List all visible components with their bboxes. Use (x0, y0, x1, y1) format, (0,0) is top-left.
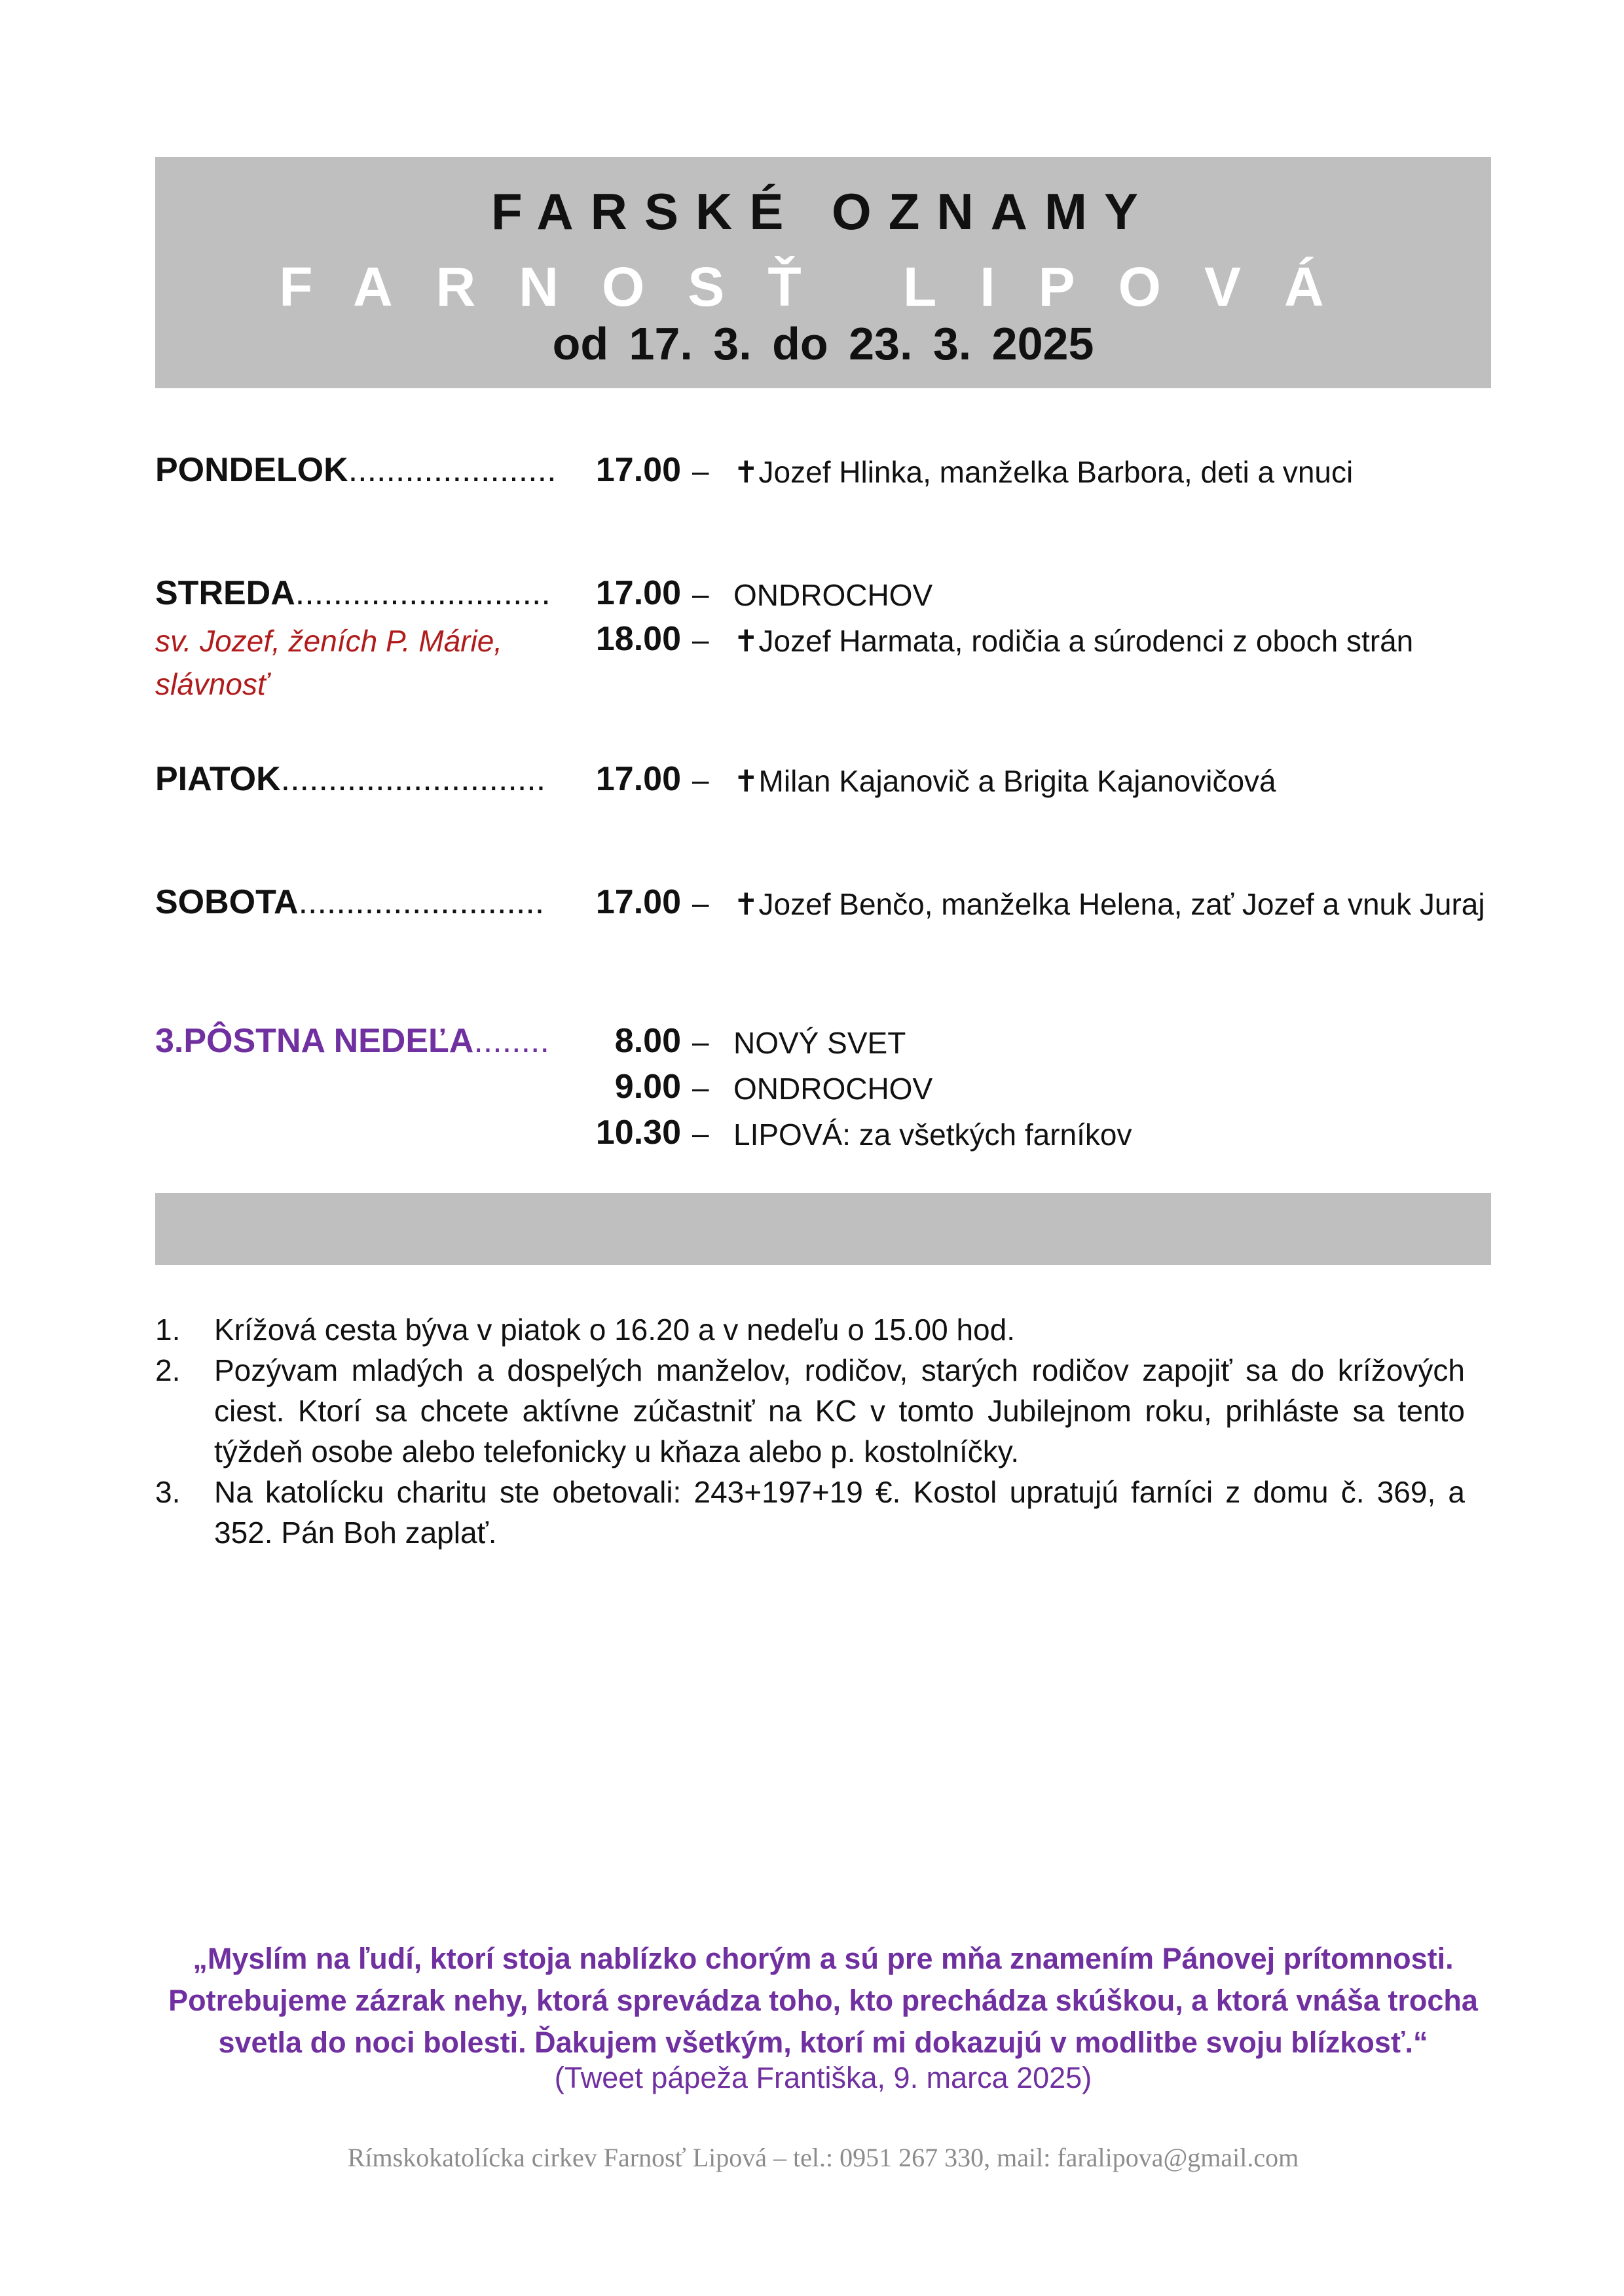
header-band (155, 157, 1491, 388)
feast-label: sv. Jozef, ženích P. Márie, slávnosť (155, 624, 503, 701)
day-friday (155, 759, 545, 799)
day-label: PONDELOK (155, 451, 348, 489)
mass-intention: LIPOVÁ: za všetkých farníkov (733, 1118, 1132, 1152)
mass-time: 10.30 (595, 1114, 681, 1152)
quote-source: (Tweet pápeža Františka, 9. marca 2025) (554, 2061, 1092, 2094)
mass-intention: ✝Milan Kajanovič a Brigita Kajanovičová (733, 764, 1276, 798)
notice-text: Krížová cesta býva v piatok o 16.20 a v nedeľu o 15.00 hod. (214, 1313, 1015, 1347)
mass-intention: NOVÝ SVET (733, 1026, 906, 1060)
notices-list (155, 1309, 1465, 1553)
dash: – (692, 454, 709, 488)
dash: – (692, 623, 709, 657)
dash: – (692, 1070, 709, 1104)
day-label: SOBOTA (155, 883, 299, 921)
footer-contact: Rímskokatolícka cirkev Farnosť Lipová – tel.: 0951 267 330, mail: faralipova@gmail.com (347, 2143, 1299, 2172)
pope-quote: „Myslím na ľudí, ktorí stoja nablízko chorým a sú pre mňa znamením Pánovej prítomnosti. Potrebujeme zázrak nehy, ktorá sprevádza toho, kto prechádza skúškou, a ktorá vnáša trocha svetla do noci bolesti. Ďakujem všetkým, ktorí mi dokazujú v modlitbe svoju blízkosť.“ (168, 1942, 1478, 2059)
mass-intention: ONDROCHOV (733, 1072, 933, 1106)
dash: – (692, 763, 709, 797)
leader-dots: ........................... (295, 574, 551, 612)
list-number: 3. (155, 1475, 181, 1509)
leader-dots: ............................ (280, 760, 546, 798)
list-item (155, 1472, 1465, 1553)
dash: – (692, 1116, 709, 1150)
day-sunday (155, 1021, 549, 1061)
mass-intention: ONDROCHOV (733, 578, 933, 612)
mass-time: 17.00 (595, 760, 681, 798)
dash: – (692, 577, 709, 611)
day-monday (155, 450, 557, 490)
list-number: 2. (155, 1353, 181, 1387)
mass-time: 17.00 (595, 883, 681, 921)
date-range: od 17. 3. do 23. 3. 2025 (552, 318, 1094, 369)
notice-text: Pozývam mladých a dospelých manželov, rodičov, starých rodičov zapojiť sa do krížových ciest. Ktorí sa chcete aktívne zúčastniť na KC v tomto Jubilejnom roku, prihláste sa tento týždeň osobe alebo telefonicky u kňaza alebo p. kostolníčky. (214, 1353, 1465, 1468)
mass-intention: ✝Jozef Benčo, manželka Helena, zať Jozef a vnuk Juraj (733, 887, 1485, 921)
leader-dots: ........ (473, 1022, 549, 1060)
list-item (155, 1309, 1465, 1350)
day-label: STREDA (155, 574, 295, 612)
day-wednesday (155, 574, 551, 613)
mass-time: 18.00 (595, 620, 681, 658)
page-title: FARSKÉ OZNAMY (490, 183, 1156, 240)
mass-time: 17.00 (595, 574, 681, 612)
parish-name: FARNOSŤ LIPOVÁ (279, 256, 1367, 318)
leader-dots: ...................... (348, 451, 557, 489)
day-label: 3.PÔSTNA NEDEĽA (155, 1022, 474, 1060)
mass-intention: ✝Jozef Harmata, rodičia a súrodenci z oboch strán (733, 624, 1414, 658)
notice-text: Na katolícku charitu ste obetovali: 243+197+19 €. Kostol upratujú farníci z domu č. 369, a 352. Pán Boh zaplať. (214, 1475, 1465, 1550)
day-saturday (155, 883, 544, 922)
list-number: 1. (155, 1313, 181, 1347)
mass-time: 17.00 (595, 451, 681, 489)
day-label: PIATOK (155, 760, 281, 798)
list-item (155, 1350, 1465, 1472)
dash: – (692, 886, 709, 920)
divider-band (155, 1193, 1491, 1265)
mass-time: 9.00 (614, 1068, 681, 1106)
mass-time: 8.00 (614, 1022, 681, 1060)
leader-dots: .......................... (298, 883, 545, 921)
dash: – (692, 1025, 709, 1059)
mass-intention: ✝Jozef Hlinka, manželka Barbora, deti a vnuci (733, 455, 1354, 489)
